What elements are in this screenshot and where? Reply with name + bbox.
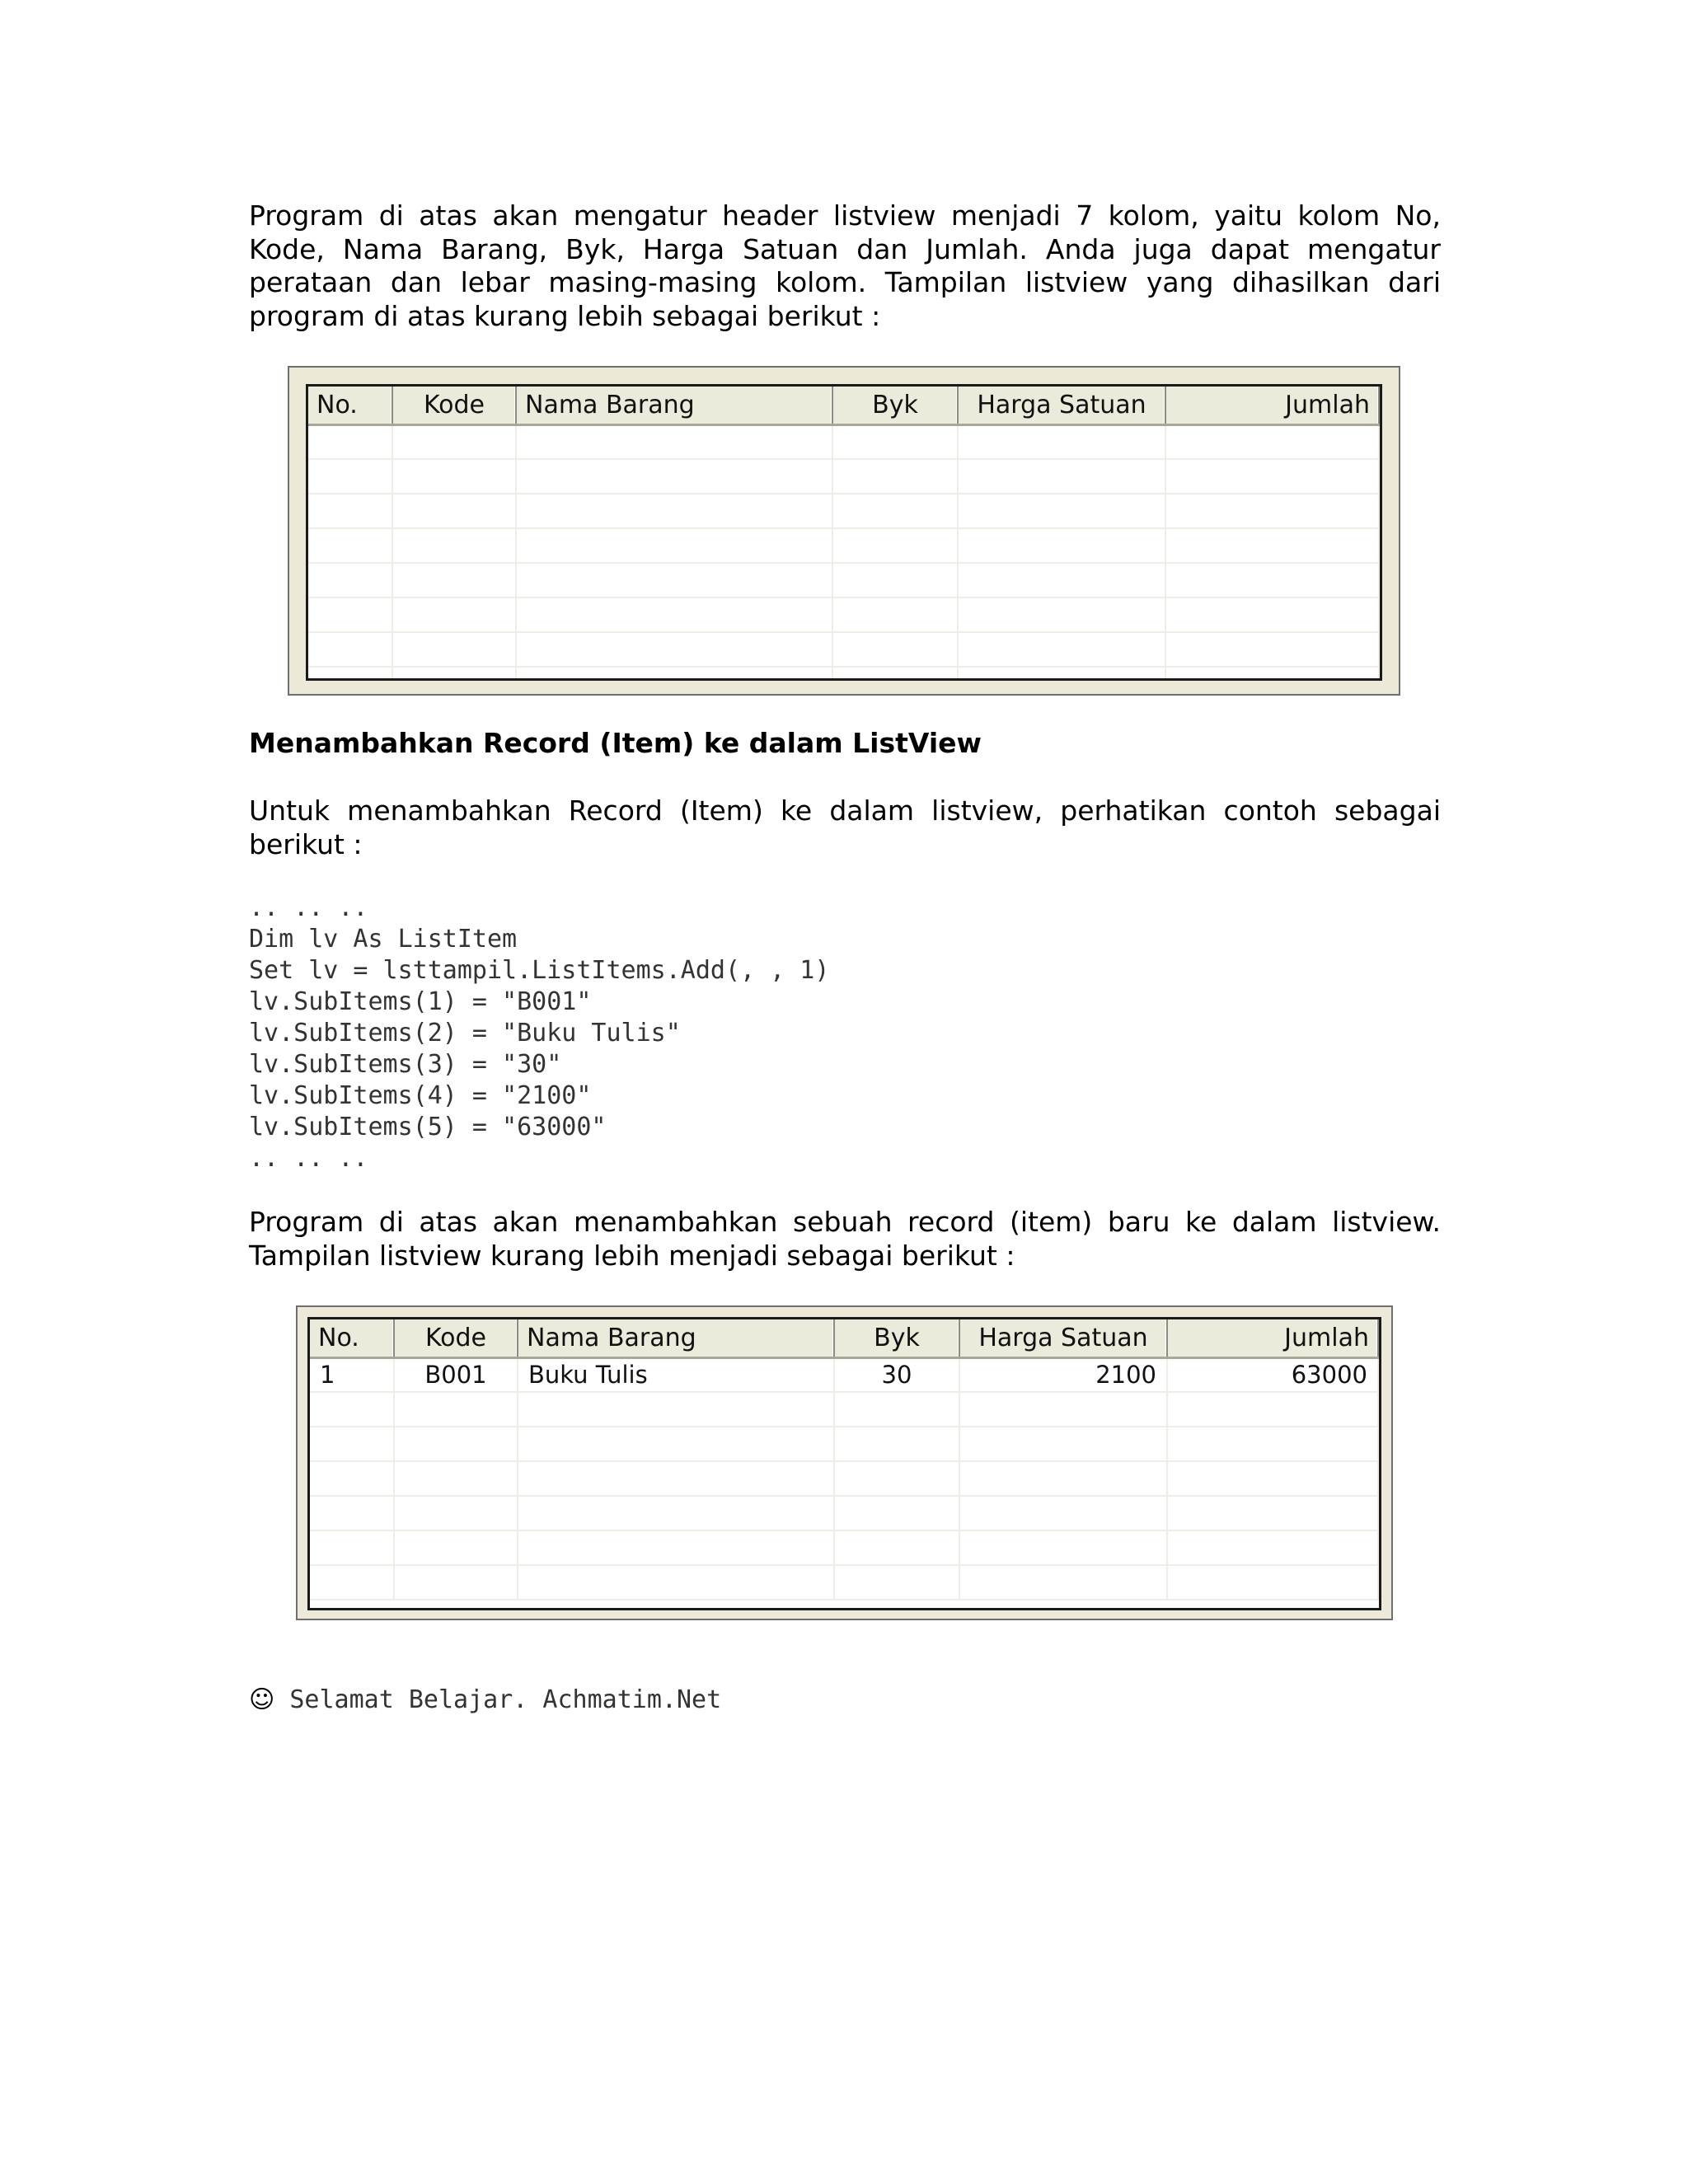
listview-empty-header xyxy=(308,387,1379,424)
list-cell xyxy=(832,563,958,598)
list-item[interactable] xyxy=(310,1392,1378,1427)
list-item[interactable] xyxy=(308,528,1379,563)
list-cell xyxy=(394,1565,518,1600)
list-item[interactable] xyxy=(308,459,1379,494)
list-cell xyxy=(394,1392,518,1427)
listview-empty-body xyxy=(308,424,1379,681)
list-cell xyxy=(518,1496,834,1530)
list-cell xyxy=(394,1427,518,1461)
list-cell xyxy=(958,459,1165,494)
list-item[interactable] xyxy=(310,1427,1378,1461)
list-cell xyxy=(518,1461,834,1496)
list-cell xyxy=(959,1565,1167,1600)
add-line-1: Untuk menambahkan Record (Item) ke dalam listview, perhatikan contoh sebagai xyxy=(249,794,1441,827)
list-cell xyxy=(834,1565,959,1600)
listview-empty-table xyxy=(308,387,1380,681)
list-cell xyxy=(516,459,832,494)
list-cell xyxy=(310,1530,394,1565)
list-cell: 2100 xyxy=(959,1357,1167,1392)
list-cell xyxy=(308,459,392,494)
list-cell xyxy=(310,1565,394,1600)
list-cell xyxy=(310,1427,394,1461)
list-cell xyxy=(308,528,392,563)
column-header[interactable]: Byk xyxy=(832,387,958,424)
list-item[interactable] xyxy=(308,424,1379,459)
column-header[interactable]: Harga Satuan xyxy=(959,1319,1167,1357)
listview-empty[interactable] xyxy=(306,384,1382,681)
list-cell xyxy=(834,1392,959,1427)
list-cell: Buku Tulis xyxy=(518,1357,834,1392)
code-line: .. .. .. xyxy=(249,893,368,922)
intro-line-2: Kode, Nama Barang, Byk, Harga Satuan dan Jumlah. Anda juga dapat mengatur xyxy=(249,232,1441,265)
list-cell xyxy=(832,667,958,681)
list-cell xyxy=(310,1392,394,1427)
column-header[interactable]: Jumlah xyxy=(1167,1319,1378,1357)
list-item[interactable] xyxy=(308,598,1379,632)
add-paragraph xyxy=(249,794,1441,861)
list-cell xyxy=(832,598,958,632)
list-cell xyxy=(1165,459,1379,494)
list-cell xyxy=(832,494,958,528)
list-item[interactable] xyxy=(308,563,1379,598)
list-cell: 30 xyxy=(834,1357,959,1392)
column-header[interactable]: Byk xyxy=(834,1319,959,1357)
list-cell xyxy=(518,1392,834,1427)
list-cell xyxy=(832,459,958,494)
list-cell xyxy=(958,598,1165,632)
listview-empty-frame xyxy=(288,366,1400,696)
list-cell xyxy=(308,632,392,667)
code-line: lv.SubItems(3) = "30" xyxy=(249,1050,562,1079)
list-cell xyxy=(516,424,832,459)
list-cell xyxy=(518,1530,834,1565)
list-cell xyxy=(1165,563,1379,598)
list-cell xyxy=(834,1461,959,1496)
list-cell xyxy=(308,667,392,681)
listview-filled-body xyxy=(310,1357,1378,1600)
listview-filled-frame xyxy=(296,1305,1393,1620)
list-item[interactable] xyxy=(310,1496,1378,1530)
intro-line-1: Program di atas akan mengatur header listview menjadi 7 kolom, yaitu kolom No, xyxy=(249,199,1441,232)
listview-filled-table xyxy=(310,1319,1379,1601)
list-cell xyxy=(516,494,832,528)
list-cell xyxy=(1165,528,1379,563)
list-cell: B001 xyxy=(394,1357,518,1392)
list-cell xyxy=(1167,1565,1378,1600)
code-block xyxy=(249,893,829,1174)
list-cell xyxy=(958,494,1165,528)
list-cell xyxy=(308,494,392,528)
list-item[interactable] xyxy=(310,1530,1378,1565)
result-line-2: Tampilan listview kurang lebih menjadi sebagai berikut : xyxy=(249,1239,1015,1272)
list-cell xyxy=(1165,598,1379,632)
code-line: lv.SubItems(1) = "B001" xyxy=(249,987,592,1016)
list-cell xyxy=(834,1427,959,1461)
list-cell xyxy=(308,563,392,598)
list-cell xyxy=(516,563,832,598)
list-cell xyxy=(959,1496,1167,1530)
list-cell xyxy=(392,667,516,681)
list-cell xyxy=(392,528,516,563)
list-cell xyxy=(1167,1427,1378,1461)
listview-filled-header xyxy=(310,1319,1378,1357)
code-line: .. .. .. xyxy=(249,1144,368,1173)
list-cell xyxy=(518,1427,834,1461)
list-item[interactable] xyxy=(308,667,1379,681)
code-line: lv.SubItems(5) = "63000" xyxy=(249,1113,607,1141)
list-cell xyxy=(1167,1530,1378,1565)
list-cell xyxy=(394,1461,518,1496)
list-cell: 1 xyxy=(310,1357,394,1392)
list-cell xyxy=(1167,1461,1378,1496)
list-cell xyxy=(392,598,516,632)
list-cell xyxy=(392,494,516,528)
listview-filled[interactable] xyxy=(307,1317,1381,1610)
list-cell xyxy=(959,1461,1167,1496)
column-header[interactable]: Kode xyxy=(394,1319,518,1357)
list-cell xyxy=(516,632,832,667)
code-line: Dim lv As ListItem xyxy=(249,925,518,954)
list-cell xyxy=(832,424,958,459)
list-cell xyxy=(1165,424,1379,459)
code-line: Set lv = lsttampil.ListItems.Add(, , 1) xyxy=(249,956,830,985)
column-header[interactable]: No. xyxy=(310,1319,394,1357)
list-cell xyxy=(308,424,392,459)
list-cell xyxy=(392,563,516,598)
list-cell xyxy=(1165,667,1379,681)
code-line: lv.SubItems(2) = "Buku Tulis" xyxy=(249,1019,681,1047)
list-cell xyxy=(834,1496,959,1530)
column-header[interactable]: Nama Barang xyxy=(516,387,832,424)
list-cell xyxy=(516,667,832,681)
list-cell xyxy=(959,1392,1167,1427)
section-heading: Menambahkan Record (Item) ke dalam ListView xyxy=(249,727,982,759)
footer xyxy=(249,1685,721,1716)
intro-paragraph xyxy=(249,199,1441,333)
list-cell xyxy=(958,563,1165,598)
add-line-2: berikut : xyxy=(249,827,363,860)
column-header[interactable]: Kode xyxy=(392,387,516,424)
list-cell xyxy=(392,459,516,494)
list-item[interactable] xyxy=(308,632,1379,667)
list-item[interactable] xyxy=(310,1461,1378,1496)
list-cell xyxy=(310,1461,394,1496)
list-cell xyxy=(834,1530,959,1565)
code-line: lv.SubItems(4) = "2100" xyxy=(249,1081,592,1110)
list-cell xyxy=(1167,1392,1378,1427)
list-cell xyxy=(1165,632,1379,667)
list-cell xyxy=(392,632,516,667)
smiley-icon: ☺ xyxy=(249,1685,275,1714)
list-cell xyxy=(958,424,1165,459)
list-cell xyxy=(516,528,832,563)
list-cell xyxy=(959,1427,1167,1461)
list-cell xyxy=(516,598,832,632)
list-cell xyxy=(832,528,958,563)
footer-text: Selamat Belajar. Achmatim.Net xyxy=(274,1685,722,1714)
list-cell xyxy=(310,1496,394,1530)
list-cell xyxy=(392,424,516,459)
intro-line-4: program di atas kurang lebih sebagai berikut : xyxy=(249,299,881,332)
column-header[interactable]: Harga Satuan xyxy=(958,387,1165,424)
list-cell xyxy=(832,632,958,667)
column-header[interactable]: Nama Barang xyxy=(518,1319,834,1357)
list-cell xyxy=(518,1565,834,1600)
list-cell xyxy=(1165,494,1379,528)
intro-line-3: perataan dan lebar masing-masing kolom. Tampilan listview yang dihasilkan dari xyxy=(249,266,1441,298)
result-paragraph xyxy=(249,1206,1441,1272)
list-cell: 63000 xyxy=(1167,1357,1378,1392)
list-cell xyxy=(1167,1496,1378,1530)
list-item[interactable] xyxy=(308,494,1379,528)
list-item[interactable] xyxy=(310,1565,1378,1600)
list-cell xyxy=(958,632,1165,667)
list-cell xyxy=(308,598,392,632)
result-line-1: Program di atas akan menambahkan sebuah record (item) baru ke dalam listview. xyxy=(249,1206,1441,1238)
list-cell xyxy=(394,1496,518,1530)
list-cell xyxy=(958,528,1165,563)
list-cell xyxy=(394,1530,518,1565)
list-item[interactable] xyxy=(310,1357,1378,1392)
column-header[interactable]: No. xyxy=(308,387,392,424)
list-cell xyxy=(958,667,1165,681)
list-cell xyxy=(959,1530,1167,1565)
column-header[interactable]: Jumlah xyxy=(1165,387,1379,424)
